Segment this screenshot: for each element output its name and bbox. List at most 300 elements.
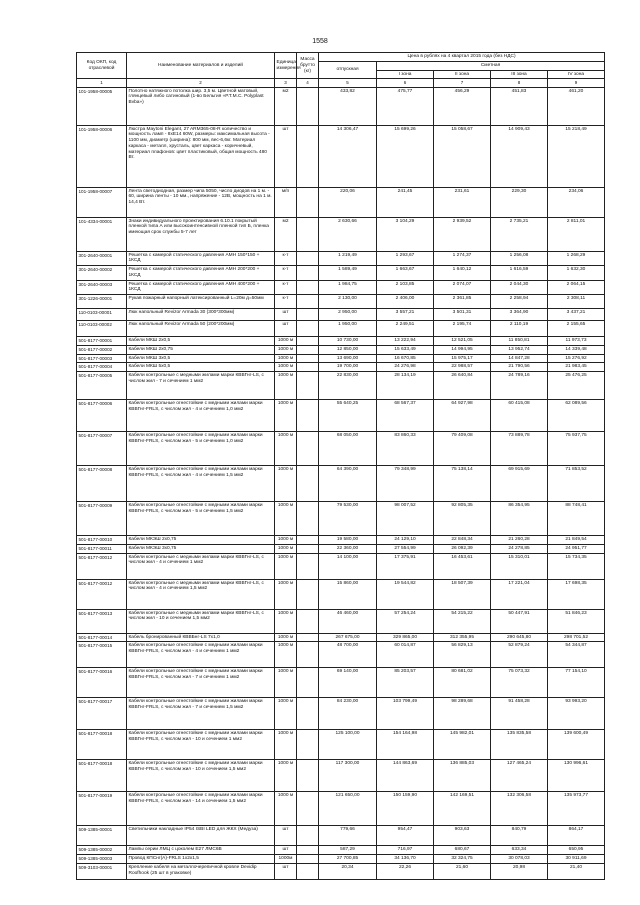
zone-2-price-cell: 18 507,39: [434, 579, 491, 609]
table-row: [77, 372, 605, 400]
zone-2-price-cell: 79 409,08: [434, 432, 491, 466]
zone-3-price-cell: 15 310,01: [491, 553, 548, 579]
zone-2-price-cell: 142 169,51: [434, 792, 491, 826]
zone-4-price-cell: 461,20: [548, 87, 605, 125]
mass-cell: [297, 544, 319, 553]
header-unit: Единица измерения: [275, 53, 297, 79]
unit-cell: к-т: [275, 251, 297, 266]
zone-1-price-cell: 241,45: [377, 187, 434, 217]
table-row: [77, 826, 605, 846]
zone-1-price-cell: 150 159,90: [377, 792, 434, 826]
unit-cell: к-т: [275, 295, 297, 309]
unit-cell: 1000 м: [275, 400, 297, 432]
code-cell: 509-1385-00003: [77, 855, 127, 864]
release-price-cell: 267 675,00: [319, 633, 377, 642]
zone-3-price-cell: 24 278,85: [491, 544, 548, 553]
name-cell: Кабели МКШ 5х0,5: [127, 363, 275, 372]
unit-cell: 1000 м: [275, 354, 297, 363]
zone-2-price-cell: 14 994,95: [434, 345, 491, 354]
zone-1-price-cell: 83 860,33: [377, 432, 434, 466]
zone-4-price-cell: 17 698,35: [548, 579, 605, 609]
mass-cell: [297, 400, 319, 432]
unit-cell: 1000 м: [275, 760, 297, 792]
code-cell: 509-1385-00002: [77, 846, 127, 855]
name-cell: Кабели контрольные огнестойкие с медными жилами марки КВВГнг-FRLS, с числом жил - 7 и сечением 1 мм2: [127, 668, 275, 698]
zone-4-price-cell: 24 951,77: [548, 544, 605, 553]
table-row: [77, 217, 605, 251]
header-estimate: Сметная: [377, 61, 605, 70]
column-index-cell: 6: [377, 79, 434, 87]
zone-2-price-cell: 903,63: [434, 826, 491, 846]
zone-1-price-cell: 103 799,49: [377, 698, 434, 730]
mass-cell: [297, 345, 319, 354]
zone-2-price-cell: 136 885,03: [434, 760, 491, 792]
mass-cell: [297, 609, 319, 633]
zone-3-price-cell: 50 447,91: [491, 609, 548, 633]
release-price-cell: 117 300,00: [319, 760, 377, 792]
mass-cell: [297, 466, 319, 502]
mass-cell: [297, 698, 319, 730]
name-cell: Кабели МКШ 2х0,5: [127, 337, 275, 346]
zone-4-price-cell: 15 734,35: [548, 553, 605, 579]
zone-2-price-cell: 16 453,61: [434, 553, 491, 579]
code-cell: 301-2640-00001: [77, 251, 127, 266]
zone-1-price-cell: 3 104,29: [377, 217, 434, 251]
zone-4-price-cell: 30 911,69: [548, 855, 605, 864]
table-row: [77, 642, 605, 668]
code-cell: 101-4334-00001: [77, 217, 127, 251]
zone-2-price-cell: 15 058,67: [434, 125, 491, 187]
zone-4-price-cell: 21 983,45: [548, 363, 605, 372]
code-cell: 501-8177-00001: [77, 337, 127, 346]
table-row: [77, 760, 605, 792]
unit-cell: к-т: [275, 280, 297, 295]
release-price-cell: 1 589,49: [319, 266, 377, 281]
release-price-cell: 68 050,00: [319, 432, 377, 466]
header-zone-4: IV зона: [548, 70, 605, 79]
code-cell: 501-8177-00017: [77, 698, 127, 730]
code-cell: 501-8177-00012: [77, 553, 127, 579]
zone-1-price-cell: 3 557,21: [377, 309, 434, 321]
table-row: [77, 502, 605, 536]
release-price-cell: 1 950,00: [319, 321, 377, 337]
table-row: [77, 730, 605, 760]
code-cell: 101-1958-00007: [77, 187, 127, 217]
zone-1-price-cell: 57 254,24: [377, 609, 434, 633]
mass-cell: [297, 187, 319, 217]
code-cell: 501-8177-00015: [77, 642, 127, 668]
mass-cell: [297, 826, 319, 846]
unit-cell: 1000 м: [275, 536, 297, 545]
name-cell: Люстра Maytoni Elegant, 27 ARM365-08-R количество и мощность ламп - 8хЕ14 60W, размеры: максимальная высота - 1100 мм, диаметр (ширина): 800 мм, вес-6,6кг. Материал каркаса - металл, хрусталь, цвет каркаса - коричневый, материал плафонов: цвет пластиковый, общая мощность 480 Вт.: [127, 125, 275, 187]
release-price-cell: 2 950,00: [319, 309, 377, 321]
code-cell: 501-8177-00011: [77, 544, 127, 553]
zone-2-price-cell: 15 975,17: [434, 354, 491, 363]
code-cell: 301-2640-00003: [77, 280, 127, 295]
zone-3-price-cell: 229,30: [491, 187, 548, 217]
zone-4-price-cell: 21 849,54: [548, 536, 605, 545]
zone-1-price-cell: 60 014,87: [377, 642, 434, 668]
table-row: [77, 466, 605, 502]
name-cell: Кабели контрольные огнестойкие с медными жилами марки КВВГнг-FRLS, с числом жил - 4 и сечением 1 мм2: [127, 642, 275, 668]
unit-cell: шт: [275, 321, 297, 337]
column-index-cell: 3: [275, 79, 297, 87]
release-price-cell: 20,34: [319, 863, 377, 879]
release-price-cell: 27 700,85: [319, 855, 377, 864]
mass-cell: [297, 432, 319, 466]
zone-1-price-cell: 954,47: [377, 826, 434, 846]
mass-cell: [297, 125, 319, 187]
table-row: [77, 125, 605, 187]
unit-cell: шт: [275, 826, 297, 846]
zone-3-price-cell: 132 306,58: [491, 792, 548, 826]
name-cell: Решетка с камерой статического давления АМН 150*150 + 1КСД: [127, 251, 275, 266]
zone-3-price-cell: 13 952,74: [491, 345, 548, 354]
header-zone-2: II зона: [434, 70, 491, 79]
zone-3-price-cell: 69 915,69: [491, 466, 548, 502]
name-cell: Люк напольный Revizor Armada 50 (200*200мм): [127, 321, 275, 337]
unit-cell: 1000 м: [275, 642, 297, 668]
zone-4-price-cell: 75 937,75: [548, 432, 605, 466]
zone-4-price-cell: 139 600,49: [548, 730, 605, 760]
name-cell: Светильники накладные IP54 ISBI LED для ЖКХ (Медуза): [127, 826, 275, 846]
zone-3-price-cell: 20,98: [491, 863, 548, 879]
table-row: [77, 698, 605, 730]
unit-cell: 1000 м: [275, 544, 297, 553]
name-cell: Крепление кабеля на металлочерепичной кровле Devidip Roofhook (25 шт в упаковке): [127, 863, 275, 879]
unit-cell: 1000 м: [275, 579, 297, 609]
unit-cell: м2: [275, 217, 297, 251]
zone-2-price-cell: 54 215,22: [434, 609, 491, 633]
code-cell: 501-8177-00018: [77, 760, 127, 792]
name-cell: Решетка с камерой статического давления АМН 200*200 + 1КСД: [127, 266, 275, 281]
zone-3-price-cell: 86 354,95: [491, 502, 548, 536]
zone-4-price-cell: 864,17: [548, 826, 605, 846]
zone-3-price-cell: 73 889,78: [491, 432, 548, 466]
zone-2-price-cell: 12 521,05: [434, 337, 491, 346]
mass-cell: [297, 730, 319, 760]
zone-1-price-cell: 98 007,52: [377, 502, 434, 536]
release-price-cell: 433,82: [319, 87, 377, 125]
column-index-cell: 7: [434, 79, 491, 87]
table-row: [77, 87, 605, 125]
header-code: Код ОКП, код отраслевой: [77, 53, 127, 79]
code-cell: 501-8177-00016: [77, 668, 127, 698]
zone-4-price-cell: 88 748,41: [548, 502, 605, 536]
zone-4-price-cell: 14 339,48: [548, 345, 605, 354]
zone-1-price-cell: 716,97: [377, 846, 434, 855]
zone-3-price-cell: 2 044,30: [491, 280, 548, 295]
header-price-group: Цена в рублях на 4 квартал 2015 года (без НДС): [319, 53, 605, 62]
zone-4-price-cell: 21,40: [548, 863, 605, 879]
zone-4-price-cell: 77 154,10: [548, 668, 605, 698]
unit-cell: 1000 м: [275, 502, 297, 536]
zone-1-price-cell: 28 134,19: [377, 372, 434, 400]
name-cell: Кабели контрольные огнестойкие с медными жилами марки КВВГнг-FRLS, с числом жил - 10 и сечением 1 мм2: [127, 730, 275, 760]
unit-cell: 1000 м: [275, 609, 297, 633]
release-price-cell: 14 100,00: [319, 553, 377, 579]
zone-3-price-cell: 633,34: [491, 846, 548, 855]
code-cell: 301-2640-00002: [77, 266, 127, 281]
unit-cell: шт: [275, 309, 297, 321]
header-zone-1: I зона: [377, 70, 434, 79]
release-price-cell: 19 580,00: [319, 536, 377, 545]
column-index-cell: 1: [77, 79, 127, 87]
mass-cell: [297, 251, 319, 266]
zone-3-price-cell: 2 258,94: [491, 295, 548, 309]
mass-cell: [297, 502, 319, 536]
release-price-cell: 220,06: [319, 187, 377, 217]
table-row: [77, 544, 605, 553]
zone-2-price-cell: 231,61: [434, 187, 491, 217]
zone-2-price-cell: 3 501,31: [434, 309, 491, 321]
table-row: [77, 863, 605, 879]
mass-cell: [297, 863, 319, 879]
code-cell: 501-8177-00002: [77, 345, 127, 354]
zone-1-price-cell: 154 164,98: [377, 730, 434, 760]
release-price-cell: 587,29: [319, 846, 377, 855]
zone-2-price-cell: 80 681,02: [434, 668, 491, 698]
name-cell: Кабели контрольные огнестойкие с медными жилами марки КВВГнг-FRLS, с числом жил - 4 и сечением 1,5 мм2: [127, 466, 275, 502]
zone-4-price-cell: 1 632,30: [548, 266, 605, 281]
release-price-cell: 125 100,00: [319, 730, 377, 760]
zone-3-price-cell: 1 616,59: [491, 266, 548, 281]
mass-cell: [297, 855, 319, 864]
zone-1-price-cell: 79 348,99: [377, 466, 434, 502]
table-row: [77, 187, 605, 217]
column-index-row: [77, 79, 605, 87]
zone-1-price-cell: 1 293,67: [377, 251, 434, 266]
mass-cell: [297, 553, 319, 579]
zone-3-price-cell: 290 645,80: [491, 633, 548, 642]
code-cell: 501-8177-00006: [77, 400, 127, 432]
column-index-cell: 8: [491, 79, 548, 87]
table-row: [77, 846, 605, 855]
zone-4-price-cell: 11 973,73: [548, 337, 605, 346]
table-row: [77, 251, 605, 266]
zone-3-price-cell: 17 221,04: [491, 579, 548, 609]
zone-2-price-cell: 32 324,75: [434, 855, 491, 864]
release-price-cell: 22 830,00: [319, 372, 377, 400]
header-zone-3: III зона: [491, 70, 548, 79]
code-cell: 501-8177-00009: [77, 502, 127, 536]
zone-4-price-cell: 15 276,92: [548, 354, 605, 363]
code-cell: 501-8177-00013: [77, 609, 127, 633]
table-row: [77, 432, 605, 466]
zone-2-price-cell: 2 195,74: [434, 321, 491, 337]
unit-cell: 1000 м: [275, 337, 297, 346]
code-cell: 501-8177-00005: [77, 372, 127, 400]
release-price-cell: 14 306,47: [319, 125, 377, 187]
zone-1-price-cell: 1 663,67: [377, 266, 434, 281]
zone-4-price-cell: 130 996,61: [548, 760, 605, 792]
table-row: [77, 337, 605, 346]
zone-1-price-cell: 85 203,57: [377, 668, 434, 698]
zone-2-price-cell: 2 939,52: [434, 217, 491, 251]
mass-cell: [297, 295, 319, 309]
zone-2-price-cell: 22 848,34: [434, 536, 491, 545]
table-body: [77, 87, 605, 879]
release-price-cell: 779,66: [319, 826, 377, 846]
name-cell: Кабели контрольные с медными жилами марки КВВГнг-LS, с числом жил - 7 и сечением 1 мм2: [127, 372, 275, 400]
zone-1-price-cell: 16 670,85: [377, 354, 434, 363]
zone-1-price-cell: 19 544,82: [377, 579, 434, 609]
unit-cell: м2: [275, 87, 297, 125]
zone-3-price-cell: 2 110,19: [491, 321, 548, 337]
unit-cell: 1000 м: [275, 372, 297, 400]
name-cell: Кабели МКШ 2х0,75: [127, 345, 275, 354]
zone-4-price-cell: 2 064,15: [548, 280, 605, 295]
name-cell: Кабели контрольные огнестойкие с медными жилами марки КВВГнг-FRLS, с числом жил - 10 и сечением 1,5 мм2: [127, 760, 275, 792]
unit-cell: 1000 м: [275, 633, 297, 642]
zone-2-price-cell: 456,29: [434, 87, 491, 125]
table-row: [77, 855, 605, 864]
zone-3-price-cell: 21 260,28: [491, 536, 548, 545]
header-release: отпускная: [319, 61, 377, 79]
zone-4-price-cell: 3 437,21: [548, 309, 605, 321]
mass-cell: [297, 760, 319, 792]
zone-1-price-cell: 2 406,00: [377, 295, 434, 309]
name-cell: Кабели МКЭШ 3х0,75: [127, 544, 275, 553]
code-cell: 501-8177-00010: [77, 536, 127, 545]
code-cell: 501-8177-00012: [77, 579, 127, 609]
code-cell: 110-0103-00002: [77, 321, 127, 337]
mass-cell: [297, 87, 319, 125]
zone-2-price-cell: 22 988,57: [434, 363, 491, 372]
release-price-cell: 55 640,25: [319, 400, 377, 432]
zone-3-price-cell: 91 458,28: [491, 698, 548, 730]
code-cell: 501-8177-00004: [77, 363, 127, 372]
code-cell: 501-8177-00008: [77, 466, 127, 502]
zone-2-price-cell: 26 640,84: [434, 372, 491, 400]
code-cell: 101-1958-00006: [77, 125, 127, 187]
unit-cell: 1000 м: [275, 553, 297, 579]
page-number: 1558: [312, 38, 328, 45]
code-cell: 301-1226-00001: [77, 295, 127, 309]
zone-1-price-cell: 329 865,00: [377, 633, 434, 642]
zone-3-price-cell: 14 847,28: [491, 354, 548, 363]
code-cell: 101-1958-00005: [77, 87, 127, 125]
code-cell: 501-8177-00014: [77, 633, 127, 642]
release-price-cell: 2 130,00: [319, 295, 377, 309]
table-row: [77, 321, 605, 337]
zone-2-price-cell: 92 805,35: [434, 502, 491, 536]
table-row: [77, 400, 605, 432]
code-cell: 501-8177-00003: [77, 354, 127, 363]
table-row: [77, 609, 605, 633]
zone-3-price-cell: 75 073,32: [491, 668, 548, 698]
name-cell: Знаки индивидуального проектирования 6.10.1 покрытый пленкой типа А или высокоинтенсивной пленкой тип Б, пленка имеющая срок службы 5-7 лет: [127, 217, 275, 251]
code-cell: 501-8177-00019: [77, 792, 127, 826]
mass-cell: [297, 309, 319, 321]
name-cell: Кабели контрольные с медными жилами марки КВВГнг-LS, с числом жил - 10 и сечением 1,5 мм2: [127, 609, 275, 633]
name-cell: Люк напольный Revizor Armada 30 (300*300мм): [127, 309, 275, 321]
code-cell: 110-0103-00001: [77, 309, 127, 321]
mass-cell: [297, 266, 319, 281]
zone-3-price-cell: 1 256,08: [491, 251, 548, 266]
mass-cell: [297, 363, 319, 372]
release-price-cell: 69 140,00: [319, 668, 377, 698]
zone-1-price-cell: 15 633,49: [377, 345, 434, 354]
unit-cell: 1000 м: [275, 432, 297, 466]
zone-2-price-cell: 1 640,12: [434, 266, 491, 281]
zone-1-price-cell: 34 136,70: [377, 855, 434, 864]
zone-1-price-cell: 13 222,94: [377, 337, 434, 346]
zone-3-price-cell: 21 790,56: [491, 363, 548, 372]
zone-3-price-cell: 11 850,81: [491, 337, 548, 346]
release-price-cell: 2 630,66: [319, 217, 377, 251]
name-cell: Кабели контрольные огнестойкие с медными жилами марки КВВГнг-FRLS, с числом жил - 14 и сечением 1,5 мм2: [127, 792, 275, 826]
release-price-cell: 15 860,00: [319, 579, 377, 609]
unit-cell: 1000 м: [275, 698, 297, 730]
name-cell: Кабели МКШ 3х0,5: [127, 354, 275, 363]
unit-cell: 1000 м: [275, 345, 297, 354]
mass-cell: [297, 321, 319, 337]
unit-cell: 1000 м: [275, 792, 297, 826]
code-cell: 501-8177-00007: [77, 432, 127, 466]
unit-cell: шт: [275, 863, 297, 879]
zone-2-price-cell: 21,60: [434, 863, 491, 879]
zone-1-price-cell: 15 699,26: [377, 125, 434, 187]
release-price-cell: 22 360,00: [319, 544, 377, 553]
table-row: [77, 363, 605, 372]
zone-4-price-cell: 25 476,25: [548, 372, 605, 400]
name-cell: Кабели контрольные огнестойкие с медными жилами марки КВВГнг-FRLS, с числом жил - 5 и сечением 1,0 мм2: [127, 432, 275, 466]
unit-cell: к-т: [275, 266, 297, 281]
zone-3-price-cell: 52 879,24: [491, 642, 548, 668]
zone-2-price-cell: 98 289,68: [434, 698, 491, 730]
zone-1-price-cell: 2 249,51: [377, 321, 434, 337]
zone-2-price-cell: 26 092,39: [434, 544, 491, 553]
table-row: [77, 345, 605, 354]
mass-cell: [297, 642, 319, 668]
zone-3-price-cell: 840,79: [491, 826, 548, 846]
name-cell: Решетка с камерой статического давления АМН 400*200 + 1КСД: [127, 280, 275, 295]
table-row: [77, 309, 605, 321]
zone-1-price-cell: 22,26: [377, 863, 434, 879]
mass-cell: [297, 579, 319, 609]
mass-cell: [297, 280, 319, 295]
zone-3-price-cell: 3 364,90: [491, 309, 548, 321]
unit-cell: 1000 м: [275, 363, 297, 372]
zone-4-price-cell: 234,06: [548, 187, 605, 217]
mass-cell: [297, 846, 319, 855]
zone-4-price-cell: 135 973,77: [548, 792, 605, 826]
mass-cell: [297, 668, 319, 698]
zone-2-price-cell: 75 138,14: [434, 466, 491, 502]
zone-1-price-cell: 17 375,91: [377, 553, 434, 579]
name-cell: Провод КПСнг(А)-FRLS 1х2х1,5: [127, 855, 275, 864]
release-price-cell: 46 460,00: [319, 609, 377, 633]
name-cell: Кабель бронированный КВВБнг-LS 7х1,0: [127, 633, 275, 642]
name-cell: Лента светодиодная, размер чипа 5050, число диодов на 1 м. - 60, ширина ленты - 10 мм., напряжение - 12В, мощность на 1 м. 14,4 Вт.: [127, 187, 275, 217]
zone-4-price-cell: 2 308,11: [548, 295, 605, 309]
zone-4-price-cell: 1 268,29: [548, 251, 605, 266]
header-name: Наименование материалов и изделий: [127, 53, 275, 79]
zone-4-price-cell: 62 089,56: [548, 400, 605, 432]
zone-2-price-cell: 312 355,95: [434, 633, 491, 642]
zone-3-price-cell: 14 909,43: [491, 125, 548, 187]
mass-cell: [297, 792, 319, 826]
zone-2-price-cell: 2 361,85: [434, 295, 491, 309]
table-row: [77, 266, 605, 281]
table-row: [77, 295, 605, 309]
release-price-cell: 13 690,00: [319, 354, 377, 363]
price-table: [76, 52, 605, 880]
mass-cell: [297, 337, 319, 346]
code-cell: 509-1385-00001: [77, 826, 127, 846]
name-cell: Кабели контрольные огнестойкие с медными жилами марки КВВГнг-FRLS, с числом жил - 5 и сечением 1,5 мм2: [127, 502, 275, 536]
